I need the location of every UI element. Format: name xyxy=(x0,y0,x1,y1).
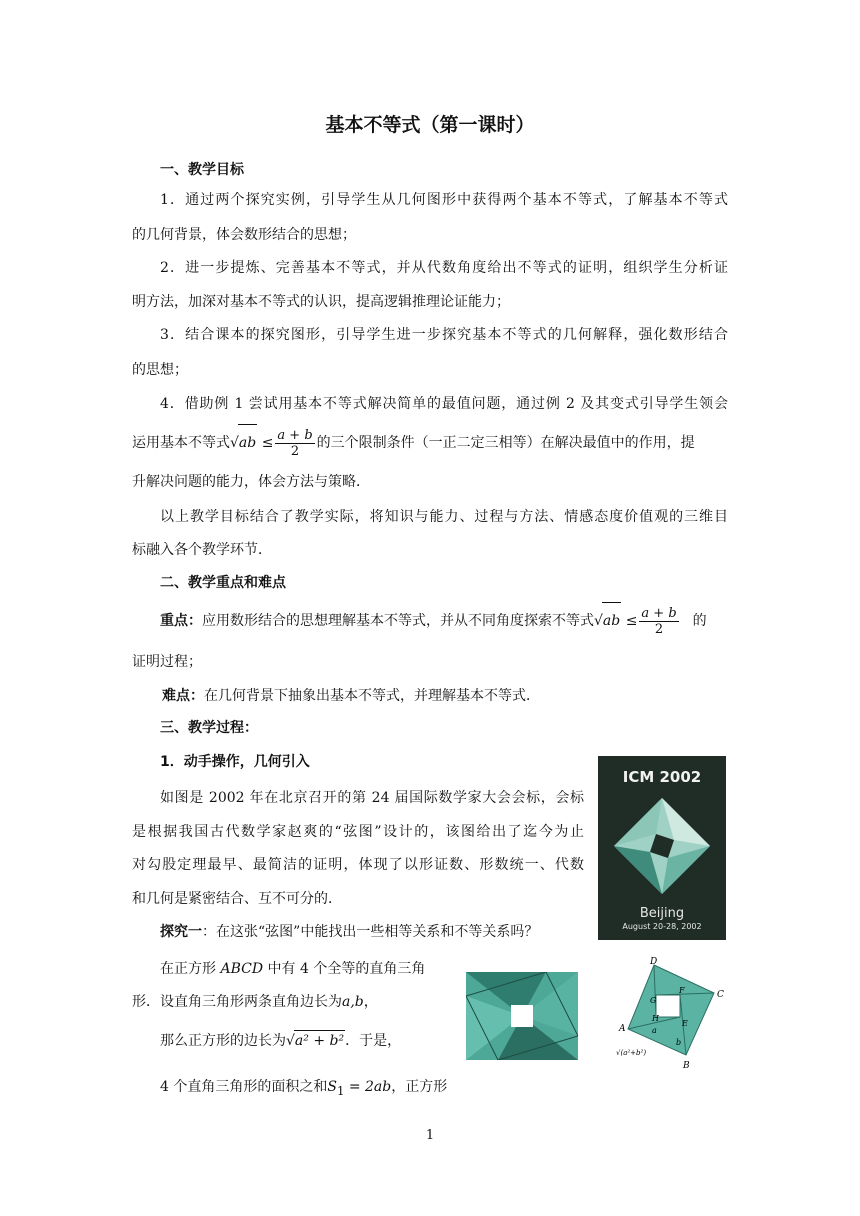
goal-1-line-2: 的几何背景，体会数形结合的思想； xyxy=(132,227,356,243)
section-heading-goals: 一、教学目标 xyxy=(160,162,244,178)
goal-2-line-1: 2．进一步提炼、完善基本不等式，并从代数角度给出不等式的证明，组织学生分析证 xyxy=(160,260,728,276)
subsection-heading: 1．动手操作，几何引入 xyxy=(160,754,310,770)
inequality-formula: √ab ≤ $\frac{a + b}{2}$ xyxy=(594,613,681,629)
goal-3-line-2: 的思想； xyxy=(132,362,188,378)
goal-1-line-1: 1．通过两个探究实例，引导学生从几何图形中获得两个基本不等式，了解基本不等式 xyxy=(160,192,728,208)
section-heading-key-points: 二、教学重点和难点 xyxy=(160,575,286,591)
label-C: C xyxy=(717,990,724,1000)
inequality-formula: √ab ≤ $\frac{a + b}{2}$ xyxy=(230,435,317,451)
goal-4-line-2: 运用基本不等式√ab ≤ $\frac{a + b}{2}$ 的三个限制条件（一正二定三相等）在解决最值中的作用，提 xyxy=(132,424,695,460)
label-A: A xyxy=(619,1024,626,1034)
difficulty-line: 难点：在几何背景下抽象出基本不等式，并理解基本不等式． xyxy=(162,688,540,704)
label-b: b xyxy=(676,1038,682,1047)
label-hypotenuse: √(a²+b²) xyxy=(616,1049,647,1057)
area-formula: $S_1 = 2ab$ xyxy=(327,1079,392,1098)
label-D: D xyxy=(650,957,658,967)
explore-question: 探究一：在这张“弦图”中能找出一些相等关系和不等关系吗？ xyxy=(160,924,539,940)
label-a: a xyxy=(652,1026,657,1035)
intro-line-4: 和几何是紧密结合、互不可分的． xyxy=(132,891,342,907)
intro-line-3: 对勾股定理最早、最简洁的证明，体现了以形证数、形数统一、代数 xyxy=(132,857,584,873)
intro-line-2: 是根据我国古代数学家赵爽的“弦图”设计的，该图给出了迄今为止 xyxy=(132,824,584,840)
label-E: E xyxy=(682,1019,688,1028)
string-figure-diagram xyxy=(466,972,578,1060)
label-B: B xyxy=(683,1061,690,1071)
goal-4-line-1: 4．借助例 1 尝试用基本不等式解决简单的最值问题，通过例 2 及其变式引导学生领会 xyxy=(160,396,728,412)
pinwheel-emblem xyxy=(612,796,712,896)
key-point-line-1: 重点：应用数形结合的思想理解基本不等式，并从不同角度探索不等式√ab ≤ $\frac{a + b}{2}$ 的 xyxy=(160,602,707,638)
label-F: F xyxy=(679,986,685,995)
intro-line-1: 如图是 2002 年在北京召开的第 24 届国际数学家大会会标，会标 xyxy=(160,790,584,806)
page-number: 1 xyxy=(425,1128,435,1143)
explore-text-line-3: 那么正方形的边长为√a² + b²．于是， xyxy=(160,1030,401,1051)
summary-line-2: 标融入各个教学环节． xyxy=(132,542,272,558)
label-G: G xyxy=(650,996,657,1005)
label-H: H xyxy=(652,1014,659,1023)
goal-4-line-3: 升解决问题的能力，体会方法与策略． xyxy=(132,474,370,490)
goal-3-line-1: 3．结合课本的探究图形，引导学生进一步探究基本不等式的几何解释，强化数形结合 xyxy=(160,327,728,343)
key-point-line-2: 证明过程； xyxy=(132,654,202,670)
explore-text-line-4: 4 个直角三角形的面积之和$S_1 = 2ab$，正方形 xyxy=(160,1079,448,1098)
summary-line-1: 以上教学目标结合了教学实际，将知识与能力、过程与方法、情感态度价值观的三维目 xyxy=(160,509,728,525)
page-title: 基本不等式（第一课时） xyxy=(325,114,535,136)
icm-2002-logo: ICM 2002 Beijing August 20-28, 2002 xyxy=(598,756,726,940)
hypotenuse-formula: √a² + b² xyxy=(286,1033,345,1049)
section-heading-process: 三、教学过程： xyxy=(160,720,258,736)
explore-text-line-2: 形．设直角三角形两条直角边长为a,b， xyxy=(132,994,378,1010)
explore-text-line-1: 在正方形 ABCD 中有 4 个全等的直角三角 xyxy=(160,961,426,977)
goal-2-line-2: 明方法，加深对基本不等式的认识，提高逻辑推理论证能力； xyxy=(132,294,510,310)
labeled-square-diagram xyxy=(606,955,736,1073)
